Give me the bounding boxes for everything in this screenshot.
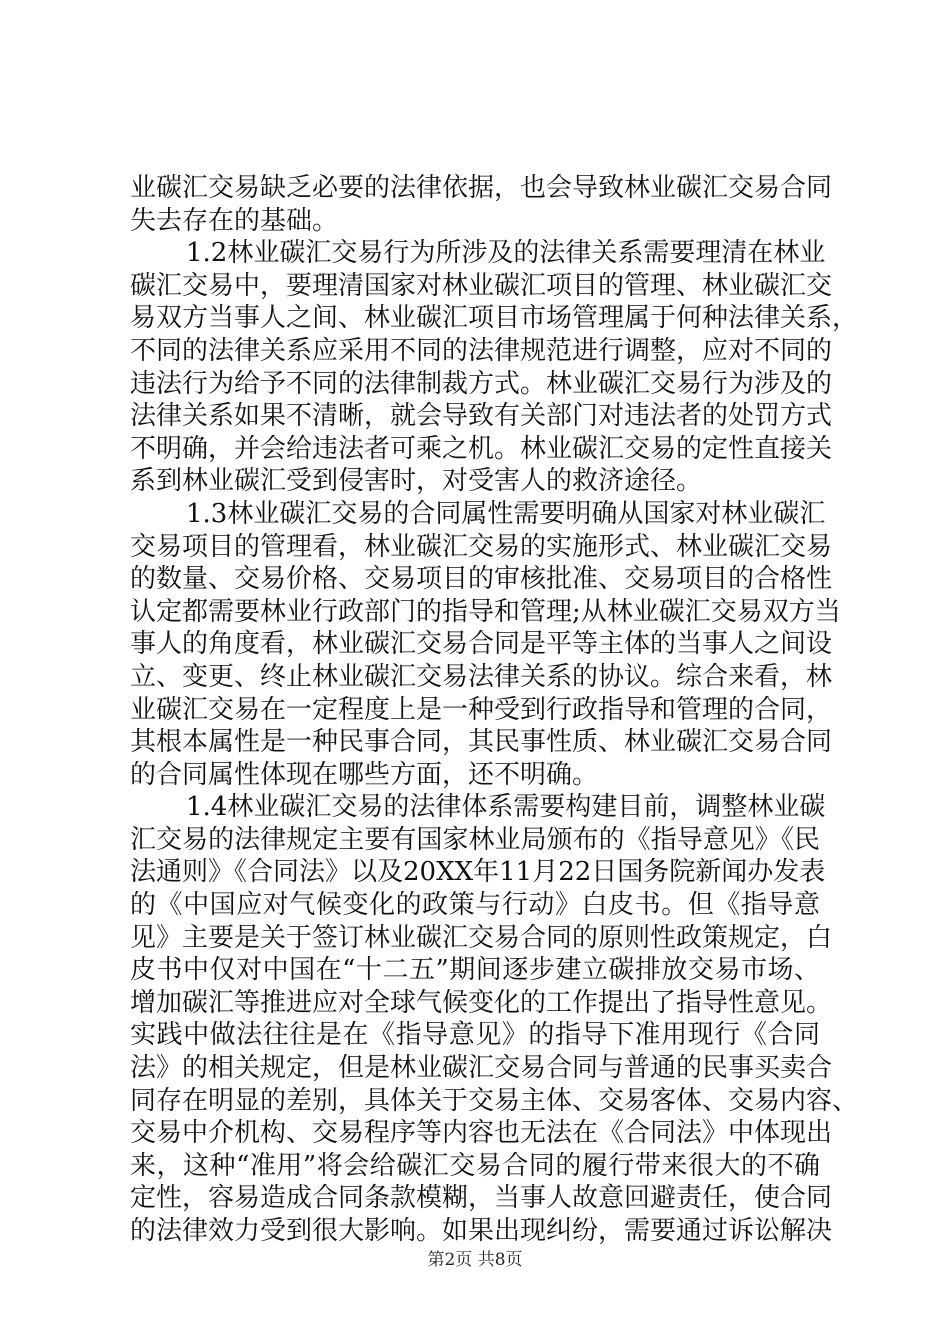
page-footer: 第2页 共8页: [427, 1250, 523, 1270]
text-line: 认定都需要林业行政部门的指导和管理;从林业碳汇交易双方当: [130, 596, 841, 627]
section-heading-line: 1.3林业碳汇交易的合同属性需要明确从国家对林业碳汇: [186, 498, 826, 529]
text-line: 见》主要是关于签订林业碳汇交易合同的原则性政策规定，白: [130, 922, 833, 953]
text-line: 违法行为给予不同的法律制裁方式。林业碳汇交易行为涉及的: [130, 368, 833, 399]
text-line: 法律关系如果不清晰，就会导致有关部门对违法者的处罚方式: [130, 401, 833, 432]
text-line: 汇交易的法律规定主要有国家林业局颁布的《指导意见》《民: [130, 824, 820, 855]
section-heading-line: 1.2林业碳汇交易行为所涉及的法律关系需要理清在林业: [186, 238, 826, 269]
text-line: 法》的相关规定，但是林业碳汇交易合同与普通的民事买卖合: [130, 1053, 833, 1084]
text-line: 失去存在的基础。: [130, 205, 339, 236]
text-line: 碳汇交易中，要理清国家对林业碳汇项目的管理、林业碳汇交: [130, 270, 833, 301]
document-body: [130, 172, 859, 1248]
text-line: 定性，容易造成合同条款模糊，当事人故意回避责任，使合同: [130, 1183, 833, 1214]
section-heading-line: 1.4林业碳汇交易的法律体系需要构建目前，调整林业碳: [186, 792, 826, 823]
text-line: 同存在明显的差别，具体关于交易主体、交易客体、交易内容、: [130, 1085, 859, 1116]
text-line: 交易中介机构、交易程序等内容也无法在《合同法》中体现出: [130, 1118, 833, 1149]
text-line: 的《中国应对气候变化的政策与行动》白皮书。但《指导意: [130, 890, 820, 921]
text-line: 立、变更、终止林业碳汇交易法律关系的协议。综合来看，林: [130, 661, 833, 692]
text-line: 不明确，并会给违法者可乘之机。林业碳汇交易的定性直接关: [130, 433, 833, 464]
text-line: 系到林业碳汇受到侵害时，对受害人的救济途径。: [130, 466, 703, 497]
text-line: 事人的角度看，林业碳汇交易合同是平等主体的当事人之间设: [130, 629, 833, 660]
text-line: 法通则》《合同法》以及20XX年11月22日国务院新闻办发表: [130, 857, 826, 888]
text-line: 其根本属性是一种民事合同，其民事性质、林业碳汇交易合同: [130, 727, 833, 758]
text-line: 皮书中仅对中国在“十二五”期间逐步建立碳排放交易市场、: [130, 955, 820, 986]
text-line: 的合同属性体现在哪些方面，还不明确。: [130, 759, 599, 790]
text-line: 不同的法律关系应采用不同的法律规范进行调整，应对不同的: [130, 335, 833, 366]
text-line: 交易项目的管理看，林业碳汇交易的实施形式、林业碳汇交易: [130, 531, 833, 562]
text-line: 增加碳汇等推进应对全球气候变化的工作提出了指导性意见。: [130, 987, 833, 1018]
text-line: 来，这种“准用”将会给碳汇交易合同的履行带来很大的不确: [130, 1150, 820, 1181]
text-line: 的法律效力受到很大影响。如果出现纠纷，需要通过诉讼解决: [130, 1216, 833, 1246]
text-line: 业碳汇交易缺乏必要的法律依据，也会导致林业碳汇交易合同: [130, 173, 833, 203]
text-line: 实践中做法往往是在《指导意见》的指导下准用现行《合同: [130, 1020, 820, 1051]
text-line: 业碳汇交易在一定程度上是一种受到行政指导和管理的合同，: [130, 694, 833, 725]
text-line: 的数量、交易价格、交易项目的审核批准、交易项目的合格性: [130, 564, 833, 595]
text-line: 易双方当事人之间、林业碳汇项目市场管理属于何种法律关系，: [130, 303, 859, 334]
